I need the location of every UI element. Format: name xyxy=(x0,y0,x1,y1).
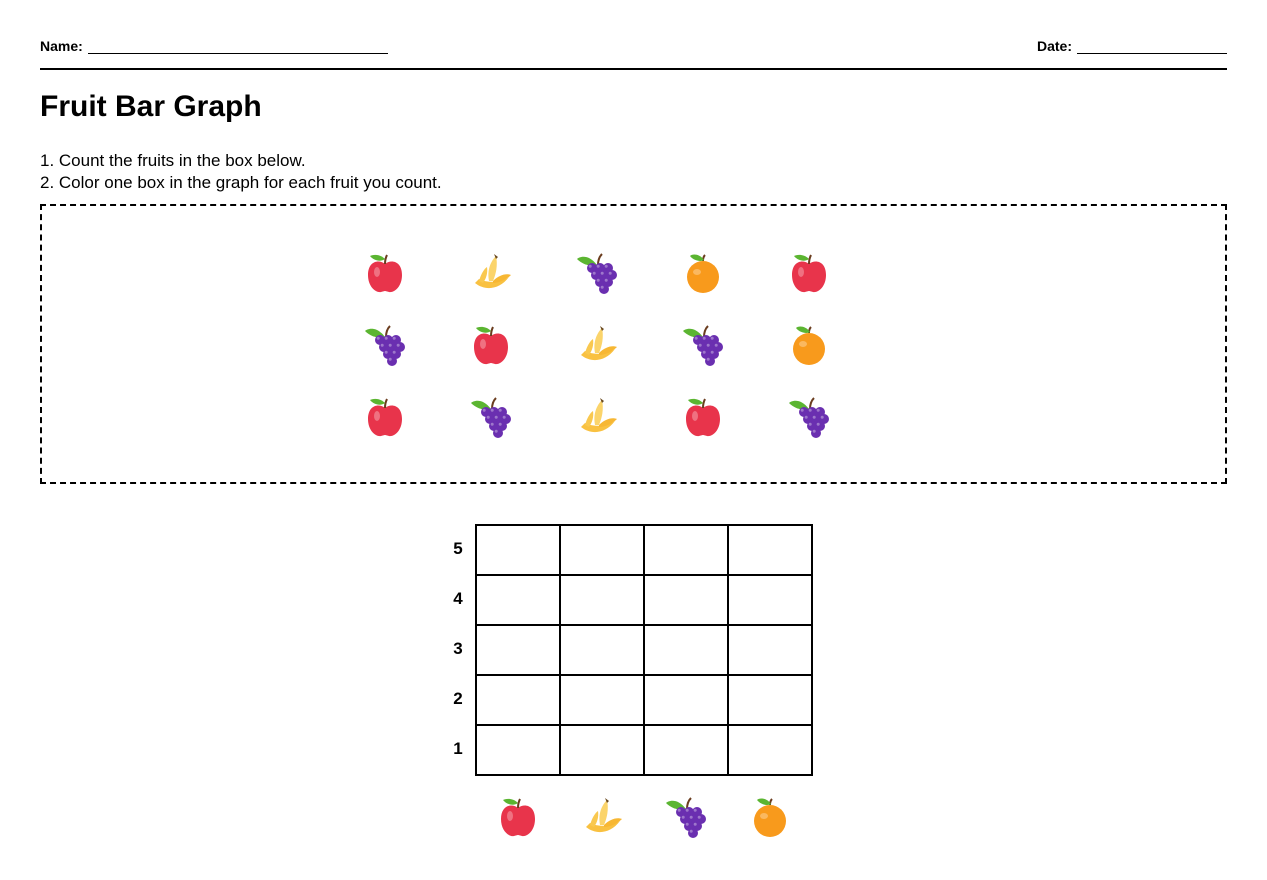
graph-cell-apple[interactable] xyxy=(476,575,560,625)
apple-icon xyxy=(783,248,835,300)
date-field[interactable] xyxy=(1037,38,1227,54)
apple-icon xyxy=(465,320,517,372)
grapes-icon xyxy=(660,792,712,844)
grapes-icon xyxy=(677,320,729,372)
header-divider xyxy=(40,68,1227,70)
orange-icon xyxy=(744,792,796,844)
apple-icon xyxy=(492,792,544,844)
y-axis-label: 5 xyxy=(453,539,463,558)
apple-icon xyxy=(359,392,411,444)
graph-cell-apple[interactable] xyxy=(476,525,560,575)
instruction-step-1: 1. Count the fruits in the box below. xyxy=(40,151,306,170)
graph-cell-grapes[interactable] xyxy=(644,525,728,575)
banana-icon xyxy=(571,320,623,372)
graph-cell-orange[interactable] xyxy=(728,725,812,775)
grapes-icon xyxy=(359,320,411,372)
grapes-icon xyxy=(783,392,835,444)
graph-cell-grapes[interactable] xyxy=(644,675,728,725)
grapes-icon xyxy=(571,248,623,300)
graph-row xyxy=(476,625,812,675)
grapes-icon xyxy=(465,392,517,444)
date-line[interactable] xyxy=(1077,39,1227,54)
graph-cell-orange[interactable] xyxy=(728,525,812,575)
banana-icon xyxy=(465,248,517,300)
graph-row xyxy=(476,675,812,725)
date-label: Date: xyxy=(1036,38,1072,54)
y-axis-label: 2 xyxy=(453,689,463,708)
orange-icon xyxy=(783,320,835,372)
instruction-step-2: 2. Color one box in the graph for each fruit you count. xyxy=(40,173,442,192)
y-axis-label: 4 xyxy=(453,589,463,608)
y-axis-label: 3 xyxy=(453,639,463,658)
bar-graph-grid xyxy=(475,524,813,776)
apple-icon xyxy=(359,248,411,300)
graph-cell-grapes[interactable] xyxy=(644,575,728,625)
graph-row xyxy=(476,725,812,775)
name-field[interactable] xyxy=(40,38,388,54)
graph-row xyxy=(476,575,812,625)
worksheet-header xyxy=(40,38,1227,58)
graph-cell-banana[interactable] xyxy=(560,675,644,725)
banana-icon xyxy=(576,792,628,844)
instructions xyxy=(40,150,442,194)
fruit-counting-box xyxy=(40,204,1227,484)
name-line[interactable] xyxy=(88,39,388,54)
graph-cell-orange[interactable] xyxy=(728,575,812,625)
apple-icon xyxy=(677,392,729,444)
banana-icon xyxy=(571,392,623,444)
graph-cell-orange[interactable] xyxy=(728,625,812,675)
graph-cell-banana[interactable] xyxy=(560,575,644,625)
graph-cell-banana[interactable] xyxy=(560,525,644,575)
orange-icon xyxy=(677,248,729,300)
y-axis-label: 1 xyxy=(453,739,463,758)
graph-cell-grapes[interactable] xyxy=(644,625,728,675)
graph-cell-banana[interactable] xyxy=(560,725,644,775)
graph-row xyxy=(476,525,812,575)
page-title: Fruit Bar Graph xyxy=(40,90,262,123)
graph-cell-apple[interactable] xyxy=(476,675,560,725)
name-label: Name: xyxy=(40,38,83,54)
graph-cell-apple[interactable] xyxy=(476,625,560,675)
graph-cell-orange[interactable] xyxy=(728,675,812,725)
graph-cell-banana[interactable] xyxy=(560,625,644,675)
graph-cell-grapes[interactable] xyxy=(644,725,728,775)
graph-cell-apple[interactable] xyxy=(476,725,560,775)
